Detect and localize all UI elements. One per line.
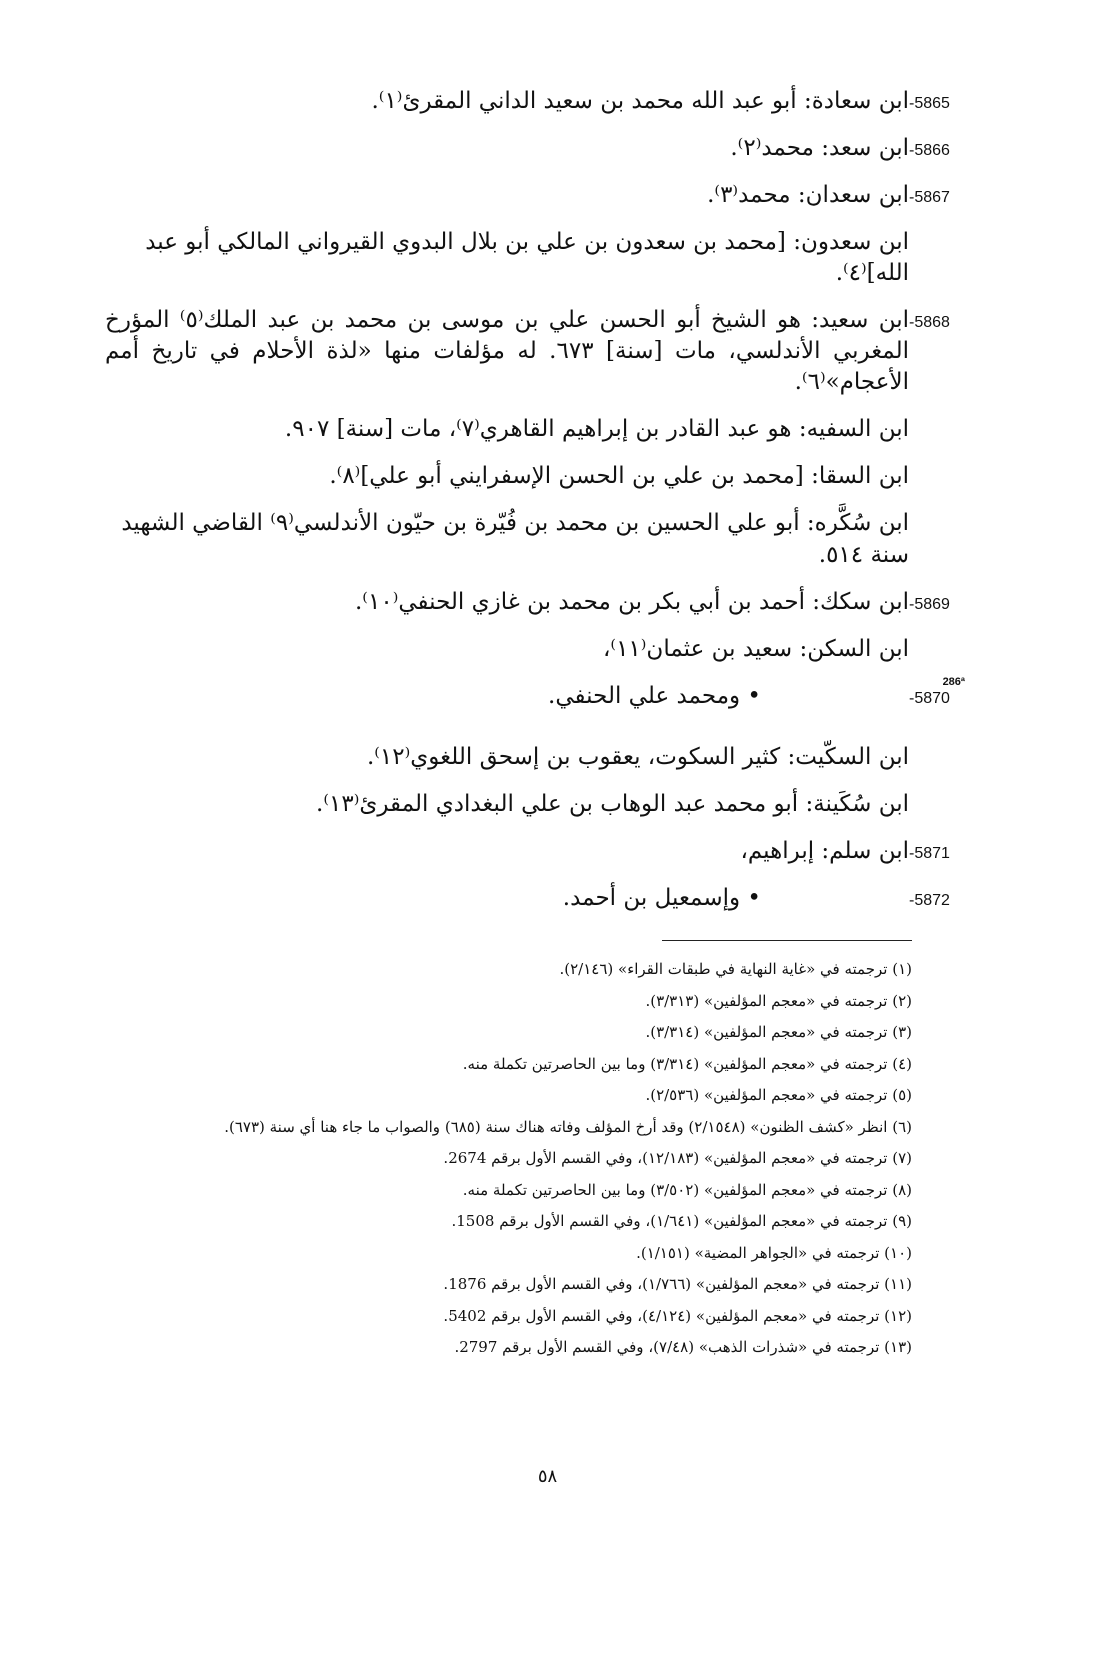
entry-5865: [105, 86, 965, 117]
entry-text: ابن سُكَينة: أبو محمد عبد الوهاب بن علي البغدادي المقرئ⁽١٣⁾.: [316, 790, 909, 817]
entry-text: ابن السفيه: هو عبد القادر بن إبراهيم القاهري⁽٧⁾، مات [سنة] ٩٠٧.: [284, 416, 909, 443]
entry-ibn-safih: [105, 414, 965, 445]
footnote: (٨) ترجمته في «معجم المؤلفين» (٣/٥٠٢) وما بين الحاصرتين تكملة منه.: [462, 1180, 912, 1199]
entry-text: ابن سكك: أحمد بن أبي بكر بن محمد بن غازي الحنفي⁽١٠⁾.: [355, 588, 909, 615]
footnote: (٤) ترجمته في «معجم المؤلفين» (٣/٣١٤) وما بين الحاصرتين تكملة منه.: [462, 1054, 912, 1073]
entry-text: • وإسمعيل بن أحمد.: [562, 884, 761, 911]
entry-text: ابن سعدان: محمد⁽٣⁾.: [707, 182, 909, 209]
entry-5871: [105, 836, 965, 867]
footnote: (١) ترجمته في «غاية النهاية في طبقات القراء» (٢/١٤٦).: [559, 960, 912, 978]
footnote: (٣) ترجمته في «معجم المؤلفين» (٣/٣١٤).: [645, 1023, 912, 1041]
footnote: (١٢) ترجمته في «معجم المؤلفين» (٤/١٢٤)، وفي القسم الأول برقم 5402.: [443, 1306, 912, 1325]
page-number: ٥٨: [537, 1466, 558, 1487]
footnote: (٢) ترجمته في «معجم المؤلفين» (٣/٣١٣).: [645, 991, 912, 1010]
entry-text: ابن السكن: سعيد بن عثمان⁽١١⁾،: [602, 635, 909, 662]
entry-5870: [105, 681, 965, 712]
entry-text: ابن سعادة: أبو عبد الله محمد بن سعيد الداني المقرئ⁽١⁾.: [371, 88, 909, 114]
entry-5869: [105, 587, 965, 618]
entry-number: -5868: [909, 314, 950, 332]
entry-number: -5865: [909, 95, 950, 112]
footnote: (٥) ترجمته في «معجم المؤلفين» (٢/٥٣٦).: [645, 1086, 912, 1104]
entry-5866: [105, 133, 965, 164]
entry-text: ابن سُكَّره: أبو علي الحسين بن محمد بن فُيّرة بن حيّون الأندلسي⁽٩⁾ القاضي الشهيد سنة ٥١٤.: [121, 510, 909, 568]
footnotes: [92, 954, 912, 1364]
entry-5872: [105, 883, 965, 914]
entry-text: ابن السكّيت: كثير السكوت، يعقوب بن إسحق اللغوي⁽١٢⁾.: [366, 743, 909, 770]
entry-ibn-sukkara: [105, 508, 965, 570]
entry-number: -5866: [909, 142, 950, 160]
entry-ibn-sikkit: [105, 742, 965, 773]
entry-ibn-sadun: [105, 227, 965, 289]
margin-folio-mark: 286ª: [942, 676, 965, 688]
entry-5867: [105, 180, 965, 211]
entry-text: • ومحمد علي الحنفي.: [548, 682, 761, 709]
entry-text: ابن السقا: [محمد بن علي بن الحسن الإسفرايني أبو علي]⁽٨⁾.: [329, 463, 909, 490]
entry-ibn-saqqa: [105, 461, 965, 492]
entry-text: ابن سلم: إبراهيم،: [740, 837, 909, 864]
footnote: (١١) ترجمته في «معجم المؤلفين» (١/٧٦٦)، وفي القسم الأول برقم 1876.: [443, 1275, 912, 1293]
entry-number: -5867: [909, 189, 950, 207]
entry-text: ابن سعيد: هو الشيخ أبو الحسن علي بن موسى بن محمد بن عبد الملك⁽٥⁾ المؤرخ المغربي الأندلسي، مات [سنة] ٦٧٣. له مؤلفات منها «لذة الأحلام في تاريخ أمم الأعجام»⁽٦⁾.: [105, 307, 909, 396]
entry-number: -5871: [909, 844, 950, 862]
footnote: (٦) انظر «كشف الظنون» (٢/١٥٤٨) وقد أرخ المؤلف وفاته هناك سنة (٦٨٥) والصواب ما جاء هنا أي سنة (٦٧٣).: [224, 1117, 912, 1136]
entry-text: ابن سعدون: [محمد بن سعدون بن علي بن بلال البدوي القيرواني المالكي أبو عبد الله]⁽٤⁾.: [145, 229, 909, 287]
footnote: (٩) ترجمته في «معجم المؤلفين» (١/٦٤١)، وفي القسم الأول برقم 1508.: [451, 1212, 912, 1230]
entry-number: -5872: [909, 891, 950, 909]
footnote: (١٣) ترجمته في «شذرات الذهب» (٧/٤٨)، وفي القسم الأول برقم 2797.: [454, 1338, 912, 1356]
entry-ibn-sukayna: [105, 789, 965, 820]
footnote: (١٠) ترجمته في «الجواهر المضية» (١/١٥١).: [636, 1243, 912, 1262]
footnote: (٧) ترجمته في «معجم المؤلفين» (١٢/١٨٣)، وفي القسم الأول برقم 2674.: [443, 1149, 912, 1167]
entry-number: -5869: [909, 595, 950, 613]
entry-5868: [105, 305, 965, 398]
entries-list: [105, 86, 965, 930]
entry-number: -5870: [909, 689, 950, 707]
entry-text: ابن سعد: محمد⁽٢⁾.: [730, 135, 909, 162]
footnote-separator: [662, 940, 912, 941]
entry-ibn-sakan: [105, 634, 965, 665]
